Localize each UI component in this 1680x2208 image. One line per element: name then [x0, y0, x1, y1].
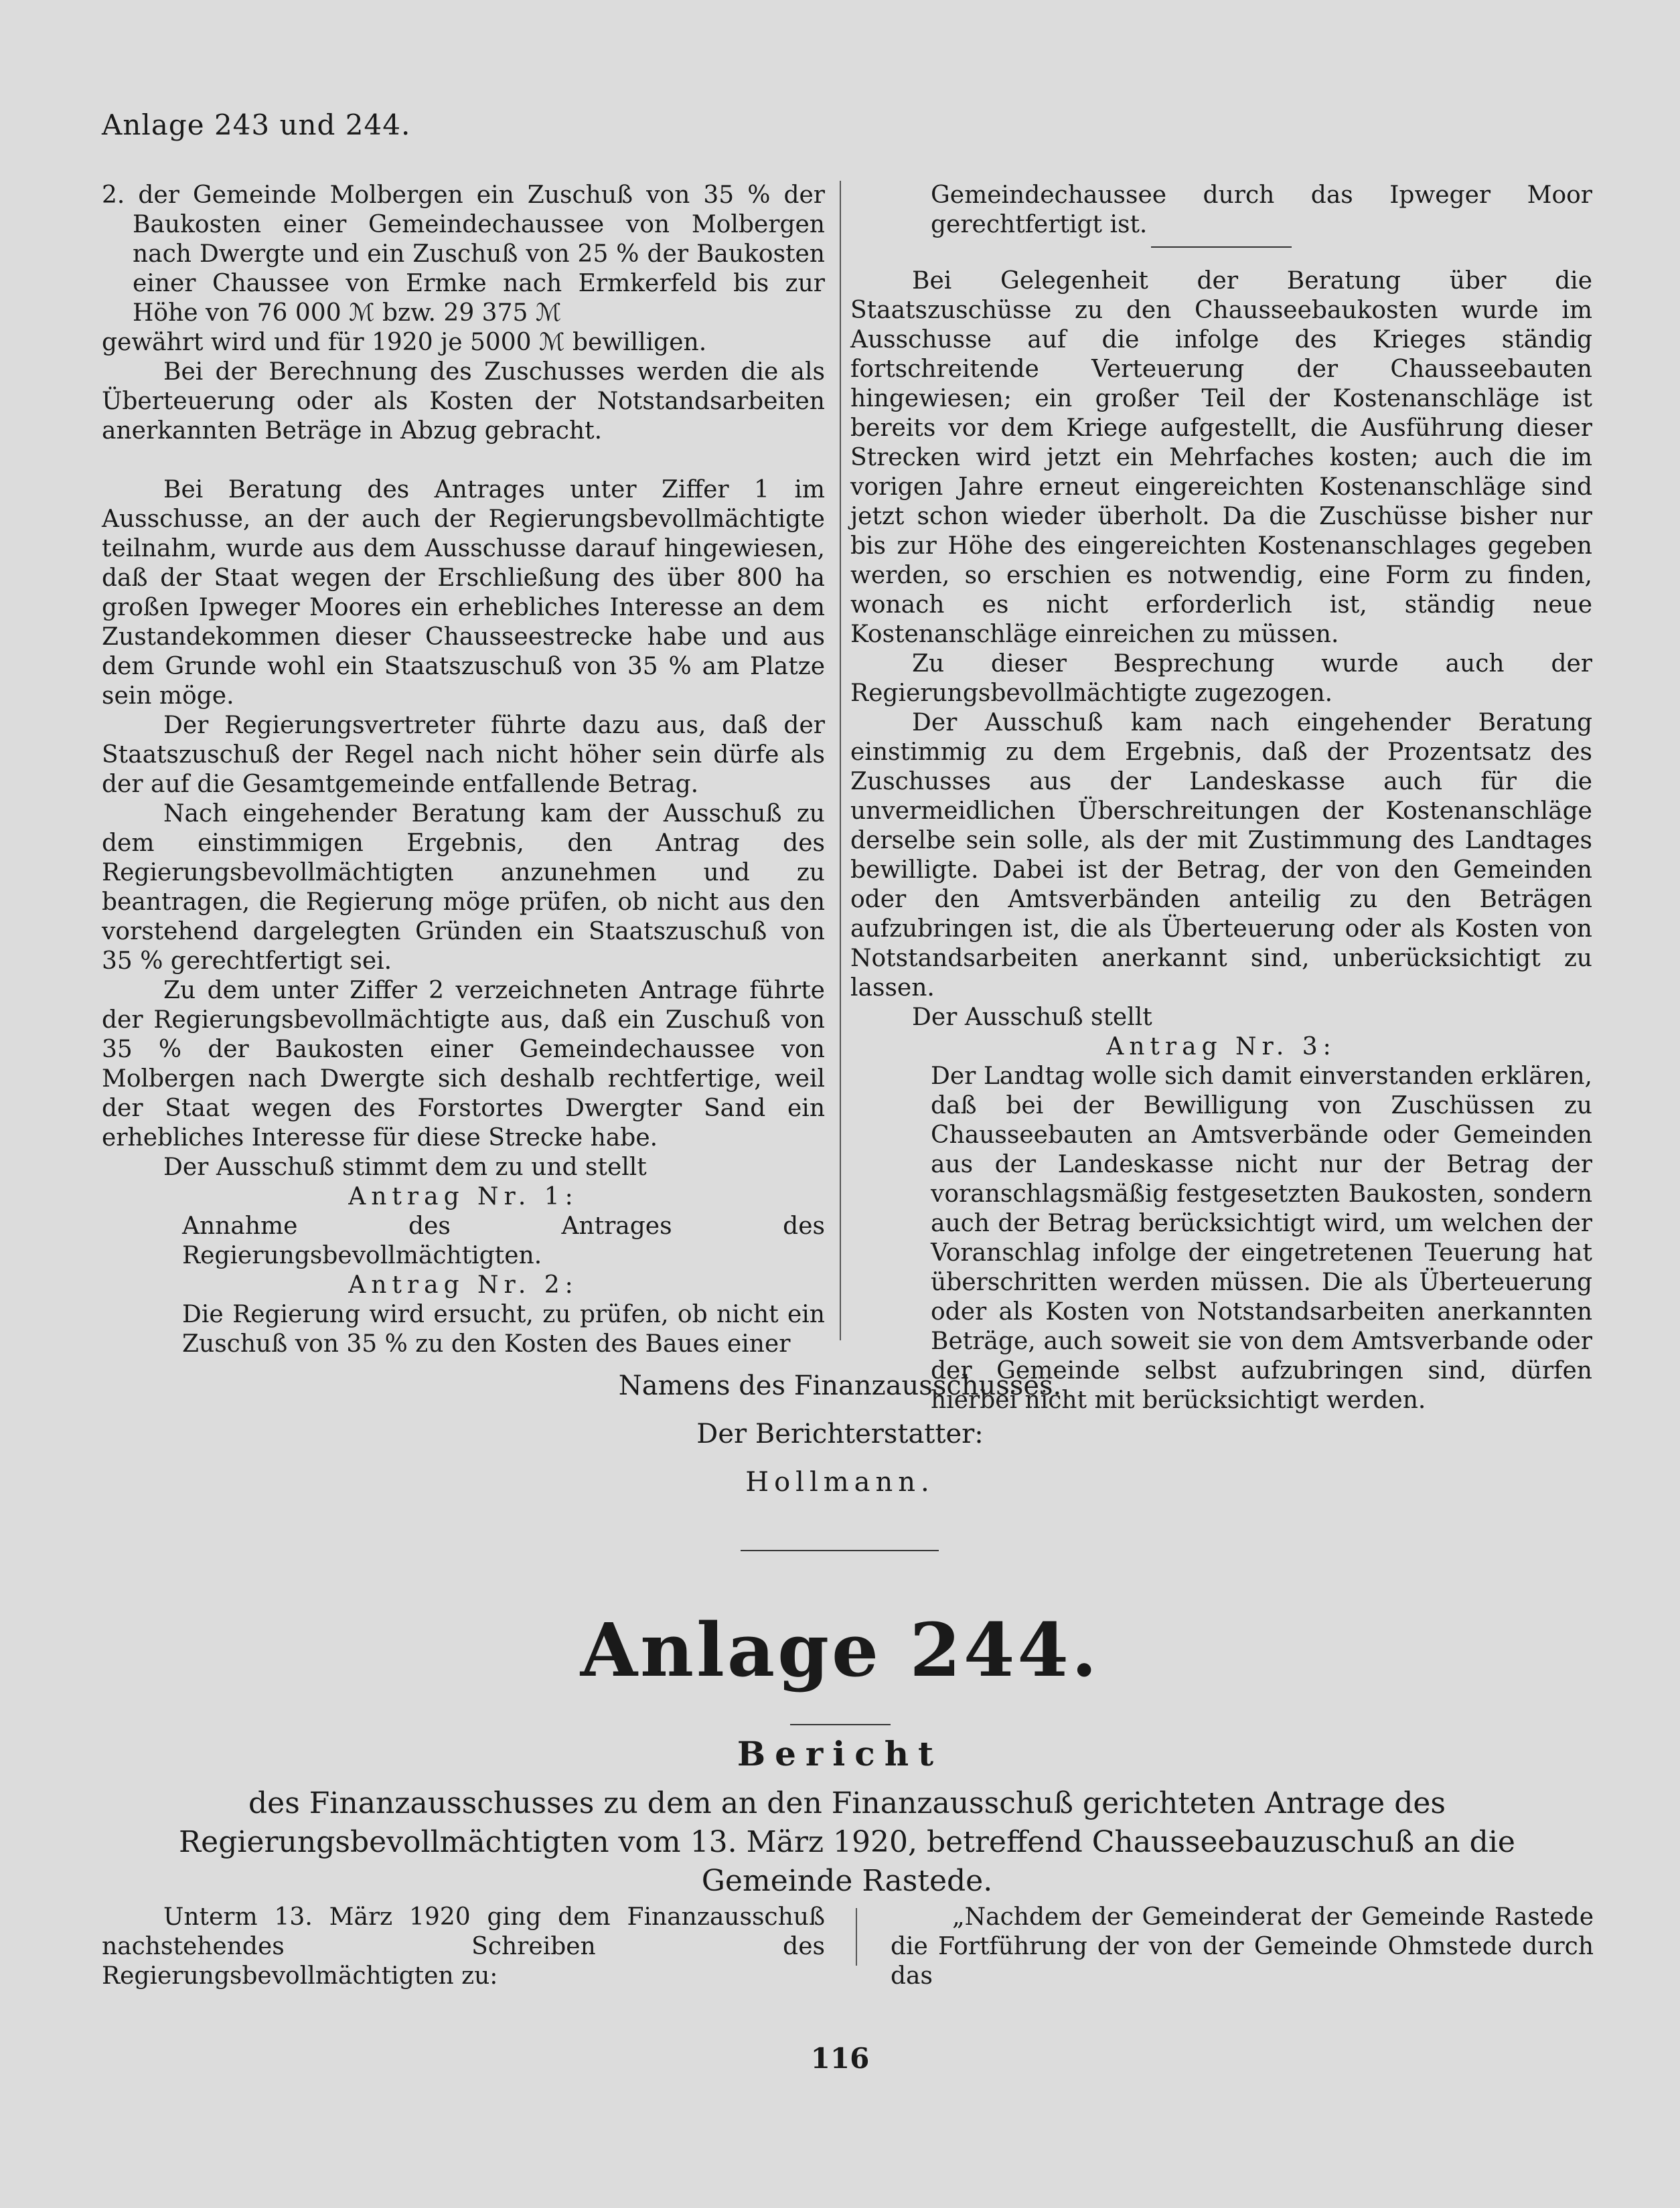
- column-divider: [840, 181, 841, 1340]
- running-title: Anlage 243 und 244.: [102, 108, 411, 141]
- paragraph-ziffer-2: Zu dem unter Ziffer 2 verzeichneten Antrage führte der Regierungsbevollmächtigte aus, daß ein Zuschuß von 35 % der Baukosten einer Gemeindechaussee von Molbergen nach Dwergte sich deshalb rechtfertige, weil der Staat wegen des Forstortes Dwergter Sand ein erhebliches Interesse für diese Strecke habe.: [102, 977, 825, 1152]
- antrag-3-body: Der Landtag wolle sich damit einverstanden erklären, daß bei der Bewilligung von Zuschüssen zu Chausseebauten an Amtsverbände oder Gemeinden aus der Landeskasse nicht nur der Betrag der voranschlagsmäßig festgesetzten Baukosten, sondern auch der Betrag berücksichtigt wird, um welchen der Voranschlag infolge der eingetretenen Teuerung hat überschritten werden müssen. Die als Überteuerung oder als Kosten von Notstandsarbeiten anerkannten Beträge, auch soweit sie von dem Amtsverbande oder der Gemeinde selbst aufzubringen sind, dürfen hierbei nicht mit berücksichtigt werden.: [931, 1062, 1592, 1414]
- page-number: 116: [810, 2042, 870, 2075]
- antrag-1-title: Antrag Nr. 1:: [348, 1183, 579, 1210]
- section-title: Anlage 244.: [580, 1607, 1100, 1693]
- paragraph-prozentsatz: Der Ausschuß kam nach eingehender Beratung einstimmig zu dem Ergebnis, daß der Prozentsatz des Zuschusses aus der Landeskasse auch für die unvermeidlichen Überschreitungen der Kostenanschläge derselbe sein solle, als der mit Zustimmung des Landtages bewilligte. Dabei ist der Betrag, der von den Gemeinden oder den Amtsverbänden anteilig zu den Beträgen aufzubringen ist, die als Überteuerung oder als Kosten von Notstandsarbeiten anerkannt sind, unberücksichtigt zu lassen.: [850, 709, 1592, 1002]
- signature-role: Der Berichterstatter:: [696, 1419, 984, 1449]
- signature-name: Hollmann.: [745, 1467, 935, 1498]
- paragraph-ergebnis: Nach eingehender Beratung kam der Ausschuß zu dem einstimmigen Ergebnis, den Antrag des Regierungsbevollmächtigten anzunehmen und zu beantragen, die Regierung möge prüfen, ob nicht aus den vorstehend dargelegten Gründen ein Staatszuschuß von 35 % gerechtfertigt sei.: [102, 800, 825, 975]
- antrag-3-title: Antrag Nr. 3:: [1106, 1033, 1337, 1060]
- title-rule: [790, 1724, 891, 1725]
- paragraph-stellt: Der Ausschuß stimmt dem zu und stellt: [163, 1154, 647, 1181]
- left-column-top: [102, 181, 825, 1359]
- paragraph-nachdem: „Nachdem der Gemeinderat der Gemeinde Rastede die Fortführung der von der Gemeinde Ohmstede durch das: [891, 1903, 1594, 1990]
- granted-line: gewährt wird und für 1920 je 5000 ℳ bewilligen.: [102, 329, 707, 356]
- antrag-2-body: Die Regierung wird ersucht, zu prüfen, ob nicht ein Zuschuß von 35 % zu den Kosten des Baues einer: [182, 1301, 825, 1358]
- paragraph-unterm: Unterm 13. März 1920 ging dem Finanzausschuß nachstehendes Schreiben des Regierungsbevollmächtigten zu:: [102, 1903, 825, 1990]
- signature-committee: Namens des Finanzausschusses.: [618, 1370, 1062, 1401]
- calculation-paragraph: Bei der Berechnung des Zuschusses werden die als Überteuerung oder als Kosten der Notstandsarbeiten anerkannten Beträge in Abzug gebracht.: [102, 358, 825, 445]
- item-2-paragraph: 2. der Gemeinde Molbergen ein Zuschuß von 35 % der Baukosten einer Gemeindechaussee von Molbergen nach Dwergte und ein Zuschuß von 25 % der Baukosten einer Chaussee von Ermke nach Ermkerfeld bis zur Höhe von 76 000 ℳ bzw. 29 375 ℳ: [102, 181, 825, 327]
- divider-rule: [741, 1550, 939, 1551]
- section-rule: [1151, 246, 1292, 248]
- right-column-bottom: [891, 1903, 1594, 1991]
- paragraph-antrag-ziffer-1: Bei Beratung des Antrages unter Ziffer 1 im Ausschusse, an der auch der Regierungsbevollmächtigte teilnahm, wurde aus dem Ausschusse darauf hingewiesen, daß der Staat wegen der Erschließung des über 800 ha großen Ipweger Moores ein erhebliches Interesse an dem Zustandekommen dieser Chausseestrecke habe und aus dem Grunde wohl ein Staatszuschuß von 35 % am Platze sein möge.: [102, 476, 825, 710]
- report-heading: Bericht: [737, 1734, 943, 1773]
- bottom-column-divider: [856, 1908, 857, 1966]
- report-subject: des Finanzausschusses zu dem an den Finanzausschuß gerichteten Antrage des Regierungsbevollmächtigten vom 13. März 1920, betreffend Chausseebauzuschuß an die Gemeinde Rastede.: [179, 1786, 1515, 1898]
- antrag-1-body: Annahme des Antrages des Regierungsbevollmächtigten.: [182, 1212, 825, 1269]
- paragraph-regierungsvertreter: Der Regierungsvertreter führte dazu aus, daß der Staatszuschuß der Regel nach nicht höher sein dürfe als der auf die Gesamtgemeinde entfallende Betrag.: [102, 712, 825, 798]
- paragraph-ausschuss-stellt: Der Ausschuß stellt: [912, 1004, 1152, 1031]
- paragraph-besprechung: Zu dieser Besprechung wurde auch der Regierungsbevollmächtigte zugezogen.: [850, 650, 1592, 707]
- right-column-top: [850, 181, 1592, 1415]
- antrag-2-title: Antrag Nr. 2:: [348, 1271, 579, 1299]
- paragraph-staatszuschuesse: Bei Gelegenheit der Beratung über die Staatszuschüsse zu den Chausseebaukosten wurde im Ausschusse auf die infolge des Krieges ständig fortschreitende Verteuerung der Chausseebauten hingewiesen; ein großer Teil der Kostenanschläge ist bereits vor dem Kriege aufgestellt, die Ausführung dieser Strecken wird jetzt ein Mehrfaches kosten; auch die im vorigen Jahre erneut eingereichten Kostenanschläge sind jetzt schon wieder überholt. Da die Zuschüsse bisher nur bis zur Höhe des eingereichten Kostenanschlages gegeben werden, so erschien es notwendig, eine Form zu finden, wonach es nicht erforderlich ist, ständig neue Kostenanschläge einreichen zu müssen.: [850, 267, 1592, 648]
- left-column-bottom: [102, 1903, 825, 1991]
- antrag-2-continuation: Gemeindechaussee durch das Ipweger Moor gerechtfertigt ist.: [931, 181, 1592, 238]
